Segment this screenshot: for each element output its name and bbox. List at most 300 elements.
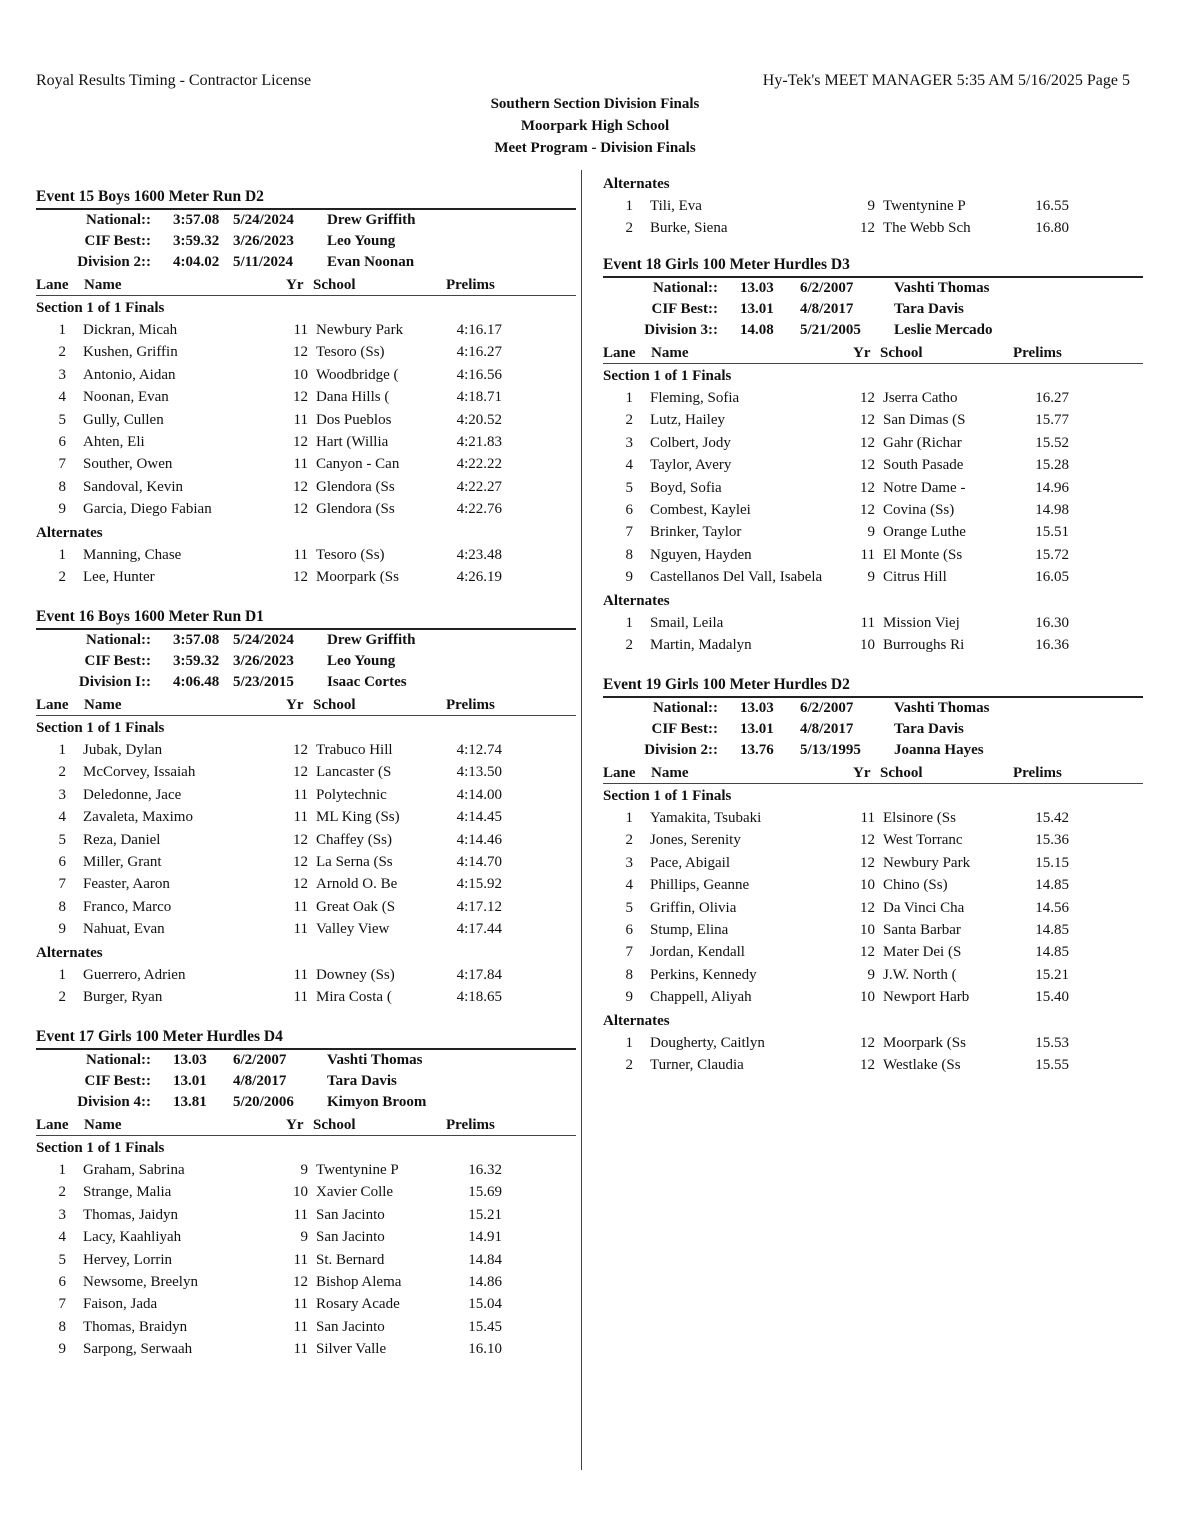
record-holder: Drew Griffith: [327, 632, 416, 648]
lane-number: 6: [625, 501, 633, 518]
athlete-year: 12: [860, 501, 875, 518]
record-row: [36, 1050, 576, 1071]
prelim-time: 4:14.46: [456, 831, 502, 848]
record-row: [603, 299, 1143, 320]
athlete-name: Combest, Kaylei: [650, 501, 751, 518]
athlete-year: 11: [293, 898, 308, 915]
entry-row: [603, 409, 1143, 431]
prelim-time: 15.40: [1035, 989, 1069, 1006]
lane-number: 5: [625, 479, 633, 496]
lane-number: 4: [58, 389, 66, 406]
prelim-time: 15.69: [468, 1184, 502, 1201]
record-holder: Evan Noonan: [327, 254, 415, 270]
athlete-year: 12: [293, 876, 308, 893]
lane-number: 1: [625, 1034, 633, 1051]
prelim-time: 16.27: [1035, 390, 1069, 406]
athlete-name: Pace, Abigail: [650, 854, 730, 871]
athlete-name: Miller, Grant: [83, 853, 162, 870]
lane-number: 3: [625, 854, 633, 871]
entry-row: [36, 1271, 576, 1293]
record-row: [36, 672, 576, 693]
meet-venue: Moorpark High School: [520, 118, 670, 134]
entry-row: [603, 852, 1143, 874]
athlete-name: Noonan, Evan: [83, 389, 169, 406]
lane-number: 5: [58, 1251, 66, 1268]
athlete-year: 9: [300, 1229, 308, 1246]
prelim-time: 15.52: [1035, 434, 1069, 451]
prelim-time: 14.86: [468, 1273, 502, 1290]
record-date: 5/24/2024: [233, 632, 294, 648]
prelim-time: 15.45: [468, 1318, 502, 1335]
lane-number: 6: [625, 921, 633, 938]
school-name: San Dimas (S: [883, 412, 966, 429]
school-name: Newbury Park: [883, 854, 971, 871]
athlete-year: 12: [293, 831, 308, 848]
record-holder: Vashti Thomas: [894, 700, 990, 716]
school-name: Tesoro (Ss): [316, 546, 385, 563]
prelims-header: Prelims: [446, 1117, 495, 1133]
prelim-time: 16.30: [1035, 614, 1069, 631]
name-header: Name: [84, 277, 122, 293]
school-name: Glendora (Ss: [316, 478, 395, 495]
lane-number: 4: [58, 809, 66, 826]
prelims-header: Prelims: [1013, 765, 1062, 781]
lane-number: 8: [58, 478, 66, 495]
athlete-year: 11: [293, 966, 308, 983]
record-label: CIF Best::: [651, 301, 718, 317]
school-name: Twentynine P: [316, 1162, 399, 1178]
athlete-name: Taylor, Avery: [650, 457, 732, 474]
athlete-year: 12: [860, 1056, 875, 1073]
prelim-time: 4:14.70: [456, 853, 502, 870]
entry-row: [36, 1181, 576, 1203]
record-row: [603, 278, 1143, 299]
school-name: Lancaster (S: [316, 764, 392, 781]
lane-number: 5: [58, 831, 66, 848]
record-row: [36, 252, 576, 273]
record-holder: Drew Griffith: [327, 212, 416, 228]
athlete-year: 11: [293, 546, 308, 563]
athlete-name: Jubak, Dylan: [83, 742, 163, 758]
lane-header: Lane: [603, 765, 636, 781]
column-headers: [36, 693, 576, 716]
athlete-name: Phillips, Geanne: [650, 877, 750, 894]
prelim-time: 15.42: [1035, 810, 1069, 826]
school-name: Mission Viej: [883, 614, 960, 631]
lane-number: 4: [58, 1229, 66, 1246]
alternate-row: [36, 964, 576, 986]
lane-number: 8: [58, 898, 66, 915]
athlete-name: Nguyen, Hayden: [650, 546, 752, 563]
entry-row: [36, 829, 576, 851]
athlete-name: Gully, Cullen: [83, 411, 164, 428]
entry-row: [36, 873, 576, 895]
school-name: La Serna (Ss: [316, 853, 393, 870]
section-header: Section 1 of 1 Finals: [36, 300, 165, 316]
prelim-time: 4:14.00: [456, 786, 502, 803]
prelim-time: 4:23.48: [456, 546, 502, 563]
event-title: Event 17 Girls 100 Meter Hurdles D4: [36, 1026, 576, 1050]
entry-row: [603, 477, 1143, 499]
athlete-name: Stump, Elina: [650, 921, 729, 938]
meet-title: Southern Section Division Finals: [490, 96, 700, 112]
school-name: Chaffey (Ss): [316, 831, 392, 848]
alternate-row: [603, 1032, 1143, 1054]
entry-row: [36, 386, 576, 408]
athlete-name: Griffin, Olivia: [650, 899, 737, 916]
school-name: Orange Luthe: [883, 524, 966, 541]
record-date: 4/8/2017: [800, 721, 854, 737]
athlete-year: 12: [860, 479, 875, 496]
record-holder: Tara Davis: [327, 1073, 397, 1089]
lane-number: 3: [58, 366, 66, 383]
prelim-time: 4:20.52: [456, 411, 502, 428]
athlete-year: 10: [860, 877, 875, 894]
record-row: [603, 320, 1143, 341]
entry-row: [603, 499, 1143, 521]
event-block: [36, 1026, 576, 1361]
school-name: Trabuco Hill: [316, 742, 393, 758]
athlete-year: 10: [860, 636, 875, 653]
entry-row: [603, 874, 1143, 896]
lane-number: 2: [58, 568, 66, 585]
athlete-name: Brinker, Taylor: [650, 524, 742, 541]
prelim-time: 15.55: [1035, 1056, 1069, 1073]
school-name: Dos Pueblos: [316, 411, 392, 428]
athlete-name: Antonio, Aidan: [83, 366, 176, 383]
record-time: 3:59.32: [173, 653, 220, 669]
school-name: Woodbridge (: [316, 366, 399, 383]
athlete-year: 9: [867, 569, 875, 586]
record-row: [603, 740, 1143, 761]
athlete-year: 11: [293, 456, 308, 473]
record-label: CIF Best::: [84, 1073, 151, 1089]
record-date: 5/13/1995: [800, 742, 861, 758]
prelim-time: 15.77: [1035, 412, 1069, 429]
school-name: J.W. North (: [883, 966, 957, 983]
entry-row: [36, 1338, 576, 1360]
athlete-name: Tili, Eva: [650, 198, 702, 214]
school-name: Moorpark (Ss: [316, 568, 399, 585]
column-headers: [603, 341, 1143, 364]
alternates-header: Alternates: [603, 176, 670, 192]
entry-row: [36, 1204, 576, 1226]
prelim-time: 15.51: [1035, 524, 1069, 541]
record-time: 13.03: [173, 1052, 207, 1068]
school-name: Mira Costa (: [316, 988, 392, 1005]
school-name: Burroughs Ri: [883, 636, 965, 653]
section-header: Section 1 of 1 Finals: [36, 720, 165, 736]
lane-number: 2: [58, 764, 66, 781]
athlete-name: Turner, Claudia: [650, 1056, 744, 1073]
lane-number: 2: [625, 412, 633, 429]
lane-number: 2: [625, 220, 633, 237]
section-header: Section 1 of 1 Finals: [603, 788, 732, 804]
alternate-row: [603, 612, 1143, 634]
prelim-time: 4:17.84: [456, 966, 502, 983]
lane-number: 9: [58, 921, 66, 938]
entry-row: [603, 454, 1143, 476]
lane-number: 1: [58, 1162, 66, 1178]
school-name: Jserra Catho: [883, 390, 958, 406]
school-name: Citrus Hill: [883, 569, 947, 586]
prelim-time: 4:15.92: [456, 876, 502, 893]
school-header: School: [880, 345, 923, 361]
prelim-time: 14.96: [1035, 479, 1069, 496]
athlete-year: 9: [867, 524, 875, 541]
prelim-time: 4:22.27: [456, 478, 502, 495]
athlete-name: Deledonne, Jace: [83, 786, 182, 803]
school-name: ML King (Ss): [316, 809, 400, 826]
athlete-year: 10: [860, 921, 875, 938]
lane-header: Lane: [36, 697, 69, 713]
entry-row: [36, 1249, 576, 1271]
record-label: Division I::: [78, 674, 151, 690]
school-header: School: [313, 277, 356, 293]
lane-number: 1: [625, 390, 633, 406]
athlete-name: Manning, Chase: [83, 546, 182, 563]
athlete-name: Zavaleta, Maximo: [83, 809, 193, 826]
athlete-year: 12: [293, 478, 308, 495]
athlete-year: 12: [860, 832, 875, 849]
entry-row: [603, 941, 1143, 963]
lane-number: 7: [58, 1296, 66, 1313]
entry-row: [603, 566, 1143, 588]
lane-number: 7: [58, 876, 66, 893]
lane-header: Lane: [36, 277, 69, 293]
prelim-time: 16.32: [468, 1162, 502, 1178]
school-name: West Torranc: [883, 832, 963, 849]
school-name: Westlake (Ss: [883, 1056, 961, 1073]
athlete-name: Strange, Malia: [83, 1184, 172, 1201]
school-name: Valley View: [316, 921, 390, 938]
record-date: 4/8/2017: [233, 1073, 287, 1089]
prelim-time: 16.36: [1035, 636, 1069, 653]
athlete-name: Hervey, Lorrin: [83, 1251, 172, 1268]
entry-row: [36, 1316, 576, 1338]
lane-number: 7: [625, 944, 633, 961]
prelim-time: 15.21: [1035, 966, 1069, 983]
alternate-row: [603, 634, 1143, 656]
lane-number: 6: [58, 853, 66, 870]
event-block-continued: [603, 172, 1143, 240]
athlete-name: Castellanos Del Vall, Isabela: [650, 569, 823, 586]
athlete-year: 9: [300, 1162, 308, 1178]
event-block: [603, 674, 1143, 1076]
prelim-time: 16.55: [1035, 198, 1069, 214]
athlete-year: 12: [860, 412, 875, 429]
school-name: Bishop Alema: [316, 1273, 402, 1290]
athlete-year: 11: [293, 1206, 308, 1223]
prelim-time: 14.56: [1035, 899, 1069, 916]
lane-number: 8: [625, 966, 633, 983]
event-block: [36, 186, 576, 588]
section-header: Section 1 of 1 Finals: [603, 368, 732, 384]
alternate-row: [603, 1054, 1143, 1076]
school-name: The Webb Sch: [883, 220, 971, 237]
school-name: Newbury Park: [316, 322, 404, 338]
prelim-time: 15.53: [1035, 1034, 1069, 1051]
column-headers: [603, 761, 1143, 784]
school-name: Rosary Acade: [316, 1296, 400, 1313]
athlete-year: 12: [860, 899, 875, 916]
athlete-name: Ahten, Eli: [83, 433, 145, 450]
athlete-name: Boyd, Sofia: [650, 479, 722, 496]
lane-number: 4: [625, 877, 633, 894]
lane-number: 2: [58, 344, 66, 361]
athlete-year: 9: [867, 198, 875, 214]
athlete-name: Burke, Siena: [650, 220, 728, 237]
record-label: National::: [653, 280, 718, 296]
record-time: 13.03: [740, 700, 774, 716]
school-name: Newport Harb: [883, 989, 970, 1006]
record-label: CIF Best::: [84, 653, 151, 669]
athlete-name: Faison, Jada: [83, 1296, 158, 1313]
record-row: [36, 231, 576, 252]
prelim-time: 14.85: [1035, 877, 1069, 894]
name-header: Name: [651, 345, 689, 361]
prelim-time: 14.98: [1035, 501, 1069, 518]
record-date: 5/24/2024: [233, 212, 294, 228]
lane-number: 2: [58, 988, 66, 1005]
lane-number: 1: [625, 810, 633, 826]
name-header: Name: [651, 765, 689, 781]
record-time: 3:57.08: [173, 632, 220, 648]
athlete-year: 12: [860, 457, 875, 474]
lane-number: 5: [58, 411, 66, 428]
record-date: 6/2/2007: [233, 1052, 287, 1068]
event-block: [603, 254, 1143, 656]
athlete-name: Burger, Ryan: [83, 988, 163, 1005]
athlete-name: Colbert, Jody: [650, 434, 731, 451]
record-date: 4/8/2017: [800, 301, 854, 317]
record-label: CIF Best::: [84, 233, 151, 249]
record-date: 6/2/2007: [800, 700, 854, 716]
entry-row: [603, 521, 1143, 543]
athlete-year: 11: [293, 1296, 308, 1313]
athlete-name: Perkins, Kennedy: [650, 966, 757, 983]
school-name: Santa Barbar: [883, 921, 961, 938]
column-headers: [36, 1113, 576, 1136]
prelim-time: 4:22.22: [456, 456, 502, 473]
prelim-time: 4:18.65: [456, 988, 502, 1005]
alternate-row: [36, 566, 576, 588]
lane-number: 2: [625, 832, 633, 849]
school-name: Silver Valle: [316, 1341, 387, 1358]
athlete-year: 10: [293, 366, 308, 383]
column-headers: [36, 273, 576, 296]
record-time: 13.01: [740, 721, 774, 737]
school-name: Tesoro (Ss): [316, 344, 385, 361]
entry-row: [36, 409, 576, 431]
entry-row: [36, 453, 576, 475]
lane-number: 1: [58, 966, 66, 983]
school-name: Arnold O. Be: [316, 876, 398, 893]
prelim-time: 16.80: [1035, 220, 1069, 237]
entry-row: [36, 1226, 576, 1248]
school-name: St. Bernard: [316, 1251, 385, 1268]
prelim-time: 14.91: [468, 1229, 502, 1246]
entry-row: [36, 918, 576, 940]
school-name: Dana Hills (: [316, 389, 390, 406]
prelim-time: 14.85: [1035, 944, 1069, 961]
record-time: 14.08: [740, 322, 774, 338]
event-title: Event 15 Boys 1600 Meter Run D2: [36, 186, 576, 210]
athlete-year: 11: [860, 614, 875, 631]
school-header: School: [880, 765, 923, 781]
column-divider: [581, 170, 582, 1470]
alternates-header: Alternates: [603, 592, 670, 609]
athlete-year: 12: [293, 344, 308, 361]
alternate-row: [603, 195, 1143, 217]
yr-header: Yr: [853, 765, 871, 781]
record-date: 5/20/2006: [233, 1094, 294, 1110]
athlete-name: Nahuat, Evan: [83, 921, 165, 938]
yr-header: Yr: [286, 1117, 304, 1133]
record-label: CIF Best::: [651, 721, 718, 737]
school-name: Moorpark (Ss: [883, 1034, 966, 1051]
prelim-time: 15.04: [468, 1296, 502, 1313]
lane-number: 1: [625, 198, 633, 214]
alternate-row: [603, 217, 1143, 239]
record-holder: Leo Young: [327, 233, 396, 249]
lane-number: 6: [58, 1273, 66, 1290]
record-date: 5/11/2024: [233, 254, 294, 270]
name-header: Name: [84, 697, 122, 713]
athlete-name: Kushen, Griffin: [83, 344, 178, 361]
lane-number: 2: [625, 636, 633, 653]
alternates-header: Alternates: [603, 1012, 670, 1029]
athlete-name: Yamakita, Tsubaki: [650, 810, 762, 826]
athlete-year: 10: [293, 1184, 308, 1201]
school-name: South Pasade: [883, 457, 964, 474]
prelims-header: Prelims: [1013, 345, 1062, 361]
athlete-name: Guerrero, Adrien: [83, 966, 186, 983]
school-name: Chino (Ss): [883, 877, 948, 894]
lane-number: 7: [58, 456, 66, 473]
athlete-name: Fleming, Sofia: [650, 390, 740, 406]
lane-number: 9: [625, 569, 633, 586]
lane-number: 3: [625, 434, 633, 451]
entry-row: [603, 897, 1143, 919]
record-date: 3/26/2023: [233, 653, 294, 669]
athlete-name: Lutz, Hailey: [650, 412, 725, 429]
school-name: Notre Dame -: [883, 479, 966, 496]
record-time: 3:59.32: [173, 233, 220, 249]
prelim-time: 4:21.83: [456, 433, 502, 450]
athlete-year: 10: [860, 989, 875, 1006]
school-name: Polytechnic: [316, 786, 387, 803]
athlete-name: Feaster, Aaron: [83, 876, 170, 893]
prelims-header: Prelims: [446, 697, 495, 713]
record-label: National::: [653, 700, 718, 716]
record-label: National::: [86, 1052, 151, 1068]
record-holder: Tara Davis: [894, 721, 964, 737]
alternate-row: [36, 544, 576, 566]
record-time: 13.01: [740, 301, 774, 317]
athlete-year: 11: [293, 809, 308, 826]
event-title: Event 18 Girls 100 Meter Hurdles D3: [603, 254, 1143, 278]
record-row: [36, 210, 576, 231]
prelim-time: 16.10: [468, 1341, 502, 1358]
athlete-year: 12: [293, 501, 308, 518]
record-time: 13.01: [173, 1073, 207, 1089]
record-row: [36, 1092, 576, 1113]
entry-row: [603, 919, 1143, 941]
school-header: School: [313, 697, 356, 713]
entry-row: [603, 964, 1143, 986]
entry-row: [36, 739, 576, 761]
